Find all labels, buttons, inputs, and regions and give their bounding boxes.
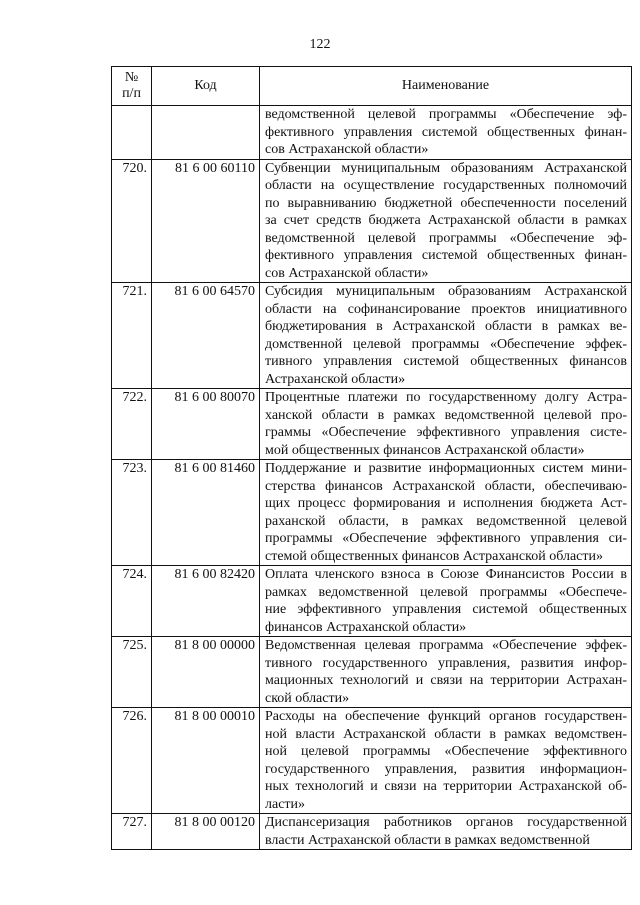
name-text-line: за счет средств бюджета Астраханской области в рамках xyxy=(265,213,627,228)
row-code: 81 8 00 00120 xyxy=(152,814,260,850)
name-text-line: граммы «Обеспечение эффективного управления систе- xyxy=(265,425,627,440)
table-row xyxy=(112,283,632,389)
name-text-line: раханской области, в рамках ведомственной целевой xyxy=(265,513,627,529)
row-code: 81 6 00 80070 xyxy=(152,389,260,460)
table-row xyxy=(112,814,632,850)
name-text-line: ной целевой программы «Обеспечение эффективного xyxy=(265,744,627,759)
name-text-line: щих процесс формирования и исполнения бюджета Аст- xyxy=(265,496,627,511)
table-row xyxy=(112,566,632,637)
name-text-line: ведомственной целевой программы «Обеспечение эф- xyxy=(265,230,627,246)
name-text-line: Субвенции муниципальным образованиям Астраханской xyxy=(265,160,627,176)
name-text-line: по выравниванию бюджетной обеспеченности поселений xyxy=(265,195,627,211)
row-number xyxy=(112,106,152,160)
page-number: 122 xyxy=(309,37,331,52)
name-text-line: Расходы на обеспечение функций органов государствен- xyxy=(265,709,627,724)
row-number: 727. xyxy=(112,814,152,850)
row-code: 81 6 00 64570 xyxy=(152,283,260,389)
table-row xyxy=(112,106,632,160)
table-row xyxy=(112,389,632,460)
name-text-line: ных технологий и связи на территории Астраханской об- xyxy=(265,779,627,794)
name-text-line: ласти» xyxy=(265,796,306,812)
name-text-line: стерства финансов Астраханской области, обеспечиваю- xyxy=(265,478,627,494)
row-number: 726. xyxy=(112,708,152,814)
name-text-line: бюджетирования в Астраханской области в рамках ве- xyxy=(265,319,627,334)
name-text-line: ние эффективного управления системой общественных xyxy=(265,602,627,617)
table-header-row xyxy=(112,67,632,106)
name-text-line: тивного управления системой общественных финансов xyxy=(265,354,627,369)
row-code: 81 8 00 00010 xyxy=(152,708,260,814)
name-text-line: власти Астраханской области в рамках ведомственной xyxy=(265,832,590,848)
name-text-line: программы «Обеспечение эффективного управления си- xyxy=(265,531,627,546)
name-text-line: области на софинансирование проектов инициативного xyxy=(265,301,627,317)
budget-classification-table xyxy=(111,66,632,850)
row-name xyxy=(260,159,632,283)
name-text-line: стемой общественных финансов Астраханской области» xyxy=(265,548,604,564)
name-text-line: мой общественных финансов Астраханской области» xyxy=(265,442,585,458)
row-name xyxy=(260,389,632,460)
name-text-line: мационных технологий и связи на территории Астрахан- xyxy=(265,673,627,688)
name-text-line: ной власти Астраханской области в рамках ведомствен- xyxy=(265,726,627,742)
name-text-line: Процентные платежи по государственному долгу Астра- xyxy=(265,390,627,405)
name-text-line: области на осуществление государственных полномочий xyxy=(265,178,627,193)
table-row xyxy=(112,159,632,283)
row-number: 723. xyxy=(112,460,152,566)
name-text-line: финансов Астраханской области» xyxy=(265,619,467,635)
row-code: 81 6 00 81460 xyxy=(152,460,260,566)
name-text-line: Диспансеризация работников органов государственной xyxy=(265,815,627,830)
row-number: 725. xyxy=(112,637,152,708)
row-code xyxy=(152,106,260,160)
row-number: 724. xyxy=(112,566,152,637)
name-text-line: Ведомственная целевая программа «Обеспечение эффек- xyxy=(265,638,627,653)
name-text-line: фективного управления системой общественных финан- xyxy=(265,124,627,140)
name-text-line: ведомственной целевой программы «Обеспечение эф- xyxy=(265,107,627,122)
name-text-line: рамках ведомственной целевой программы «Обеспече- xyxy=(265,584,627,600)
header-number: № п/п xyxy=(112,67,152,106)
name-text-line: Субсидия муниципальным образованиям Астраханской xyxy=(265,284,627,299)
name-text-line: домственной целевой программы «Обеспечение эффек- xyxy=(265,336,627,352)
row-number: 721. xyxy=(112,283,152,389)
row-code: 81 6 00 60110 xyxy=(152,159,260,283)
header-code: Код xyxy=(152,67,260,106)
row-number: 720. xyxy=(112,159,152,283)
table-row xyxy=(112,460,632,566)
row-name xyxy=(260,637,632,708)
header-name: Наименование xyxy=(260,67,632,106)
row-name xyxy=(260,460,632,566)
row-code: 81 8 00 00000 xyxy=(152,637,260,708)
row-name xyxy=(260,814,632,850)
table-row xyxy=(112,708,632,814)
row-name xyxy=(260,566,632,637)
table-body xyxy=(112,106,632,850)
name-text-line: сов Астраханской области» xyxy=(265,265,429,281)
row-name xyxy=(260,106,632,160)
row-code: 81 6 00 82420 xyxy=(152,566,260,637)
table-row xyxy=(112,637,632,708)
name-text-line: фективного управления системой общественных финан- xyxy=(265,248,627,263)
name-text-line: Оплата членского взноса в Союзе Финансистов России в xyxy=(265,567,627,582)
name-text-line: Астраханской области» xyxy=(265,371,406,387)
name-text-line: Поддержание и развитие информационных систем мини- xyxy=(265,461,627,476)
name-text-line: государственного управления, развития информацион- xyxy=(265,761,627,777)
name-text-line: сов Астраханской области» xyxy=(265,142,429,157)
name-text-line: тивного государственного управления, развития инфор- xyxy=(265,655,627,671)
row-name xyxy=(260,283,632,389)
name-text-line: ханской области в рамках ведомственной целевой про- xyxy=(265,407,627,423)
name-text-line: ской области» xyxy=(265,690,350,706)
row-number: 722. xyxy=(112,389,152,460)
row-name xyxy=(260,708,632,814)
